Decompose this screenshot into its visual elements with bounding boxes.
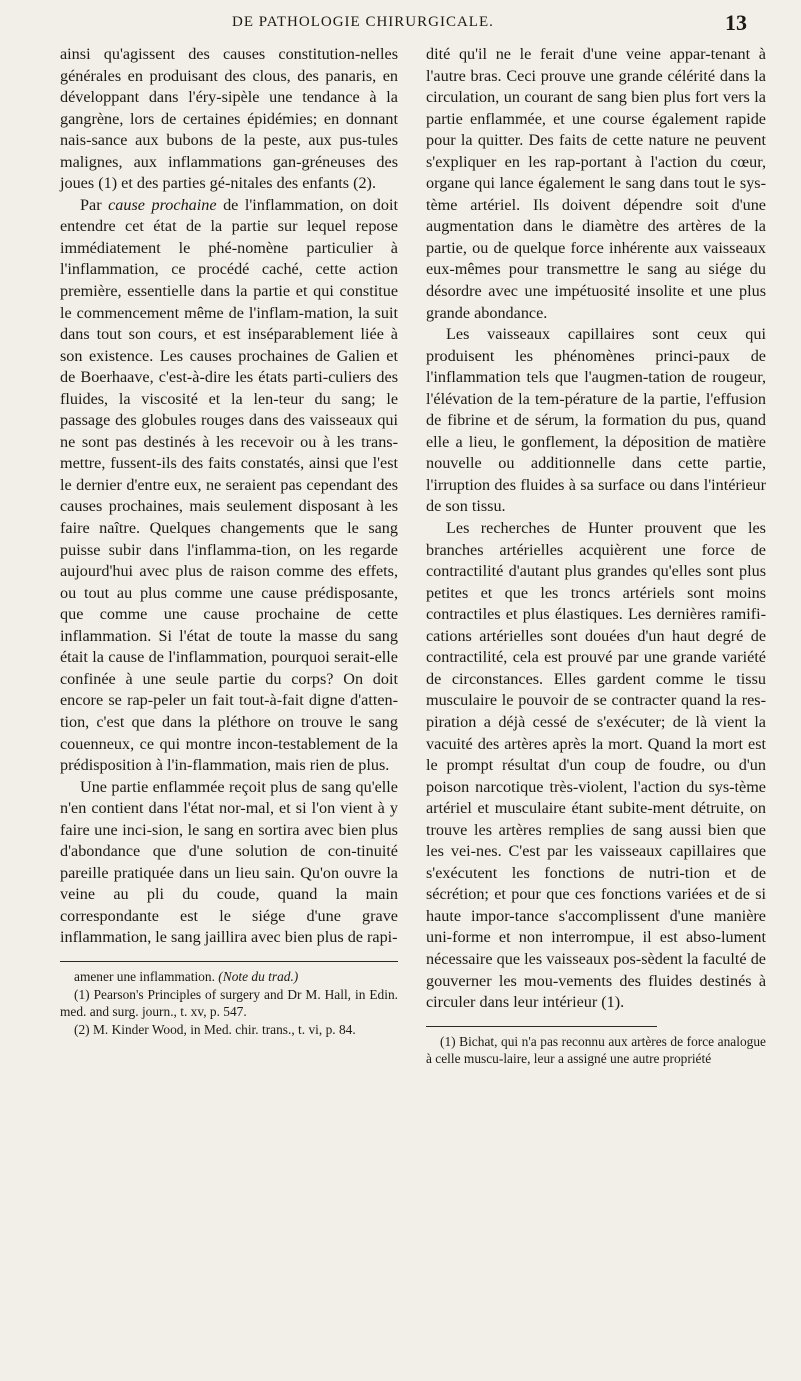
left-paragraph-3: Une partie enflammée reçoit plus de sang qu'elle n'en contient dans l'état nor-mal, et si l'on vient à y faire une inci-sion, le sang en sortira avec bien plus d'abondance que d'une solution de con-tinuité pareille pratiquée dans un lieu sain. Qu'on ouvre la veine au pli du coude, quand la main correspondante est le siége d'une grave inflammation, le sang jaillira avec bien plus de rapi-	[60, 777, 398, 947]
page-number: 13	[725, 10, 747, 35]
right-paragraph-3: Les recherches de Hunter prouvent que les branches artérielles acquièrent une force de contractilité d'autant plus grandes qu'elles sont plus petites et que les troncs artériels sont moins contractiles et plus élastiques. Les dernières ramifi-cations artérielles sont douées d'un haut degré de contractilité, cela est prouvé par une grande variété de circonstances. Elles gardent comme le tissu musculaire le pouvoir de se contracter quand la res-piration a déjà cessé de s'exécuter; de là vient la vacuité des artères après la mort. Quand la mort est le prompt résultat d'un coup de foudre, ou d'un poison narcotique très-violent, l'action du sys-tème artériel et musculaire étant subite-ment détruite, on trouve les artères remplies de sang aussi bien que les vei-nes. C'est par les vaisseaux capillaires que s'exécutent les fonctions de nutri-tion et de sécrétion; et pour que ces fonctions variées et de si haute impor-tance s'accomplissent d'une manière uni-forme et non interrompue, il est abso-lument nécessaire que les vaisseaux pos-sèdent la faculté de gouverner les mou-vements des fluides destinés à circuler dans leur intérieur (1).	[426, 519, 766, 1012]
translator-note: (Note du trad.)	[218, 968, 299, 984]
running-title: DE PATHOLOGIE CHIRURGICALE.	[232, 14, 494, 30]
right-footnotes	[426, 1033, 766, 1068]
footnote-1: (1) Bichat, qui n'a pas reconnu aux artères de force analogue à celle muscu-laire, leur a assigné une autre propriété	[426, 1033, 766, 1067]
left-paragraph-1: ainsi qu'agissent des causes constitution-nelles générales en produisant des clous, des panaris, en développant dans l'éry-sipèle une tendance à la gangrène, lors de certaines épidémies; en donnant nais-sance aux bubons de la peste, aux pus-tules malignes, aux inflammations gan-gréneuses des joues (1) et des parties gé-nitales des enfants (2).	[60, 45, 398, 193]
paragraph-body: de l'inflammation, on doit entendre cet état de la partie sur lequel repose immédiatement le phé-nomène particulier à l'inflammation, ce procédé caché, cette action première, essentielle dans la partie et qui constitue le commencement même de l'inflam-mation, la suit dans tout son cours, et est inséparablement liée à son existence. Les causes prochaines de Galien et de Boerhaave, c'est-à-dire les états parti-culiers des fluides, la viscosité et la len-teur du sang; le passage des globules rouges dans des vaisseaux qui ne sont pas destinés à les recevoir ou à les trans-mettre, fussent-ils des faits constatés, ainsi que l'est le dernier d'entre eux, ne seraient pas cependant des causes prochaines, mais seulement disposant à les faire naître. Quelques changements que le sang puisse subir dans l'inflamma-tion, on les regarde aujourd'hui avec plus de raison comme des effets, ou tout au plus comme une cause prédisposante, que comme une cause prochaine de cette inflammation. Si l'état de toute la masse du sang était la cause de l'inflammation, pourquoi serait-elle confinée à une seule partie du corps? On doit encore se rap-peler un fait tout-à-fait digne d'atten-tion, c'est que dans la pléthore on trouve le sang couenneux, ce qui montre incon-testablement de la prédisposition à l'in-flammation, mais rien de plus.	[60, 195, 398, 775]
footnote-2: (2) M. Kinder Wood, in Med. chir. trans., t. vi, p. 84.	[74, 1021, 356, 1037]
right-paragraph-1: dité qu'il ne le ferait d'une veine appar-tenant à l'autre bras. Ceci prouve une grande célérité dans la circulation, un courant de sang bien plus fort vers la partie enflammée, et une course également rapide pour la quitter. Des faits de cette nature ne peuvent s'expliquer en les rap-portant à l'action du cœur, organe qui lance également le sang dans tout le sys-tème artériel. Ils doivent dépendre soit d'une augmentation dans le diamètre des artères de la partie, ou de quelque force inhérente aux vaisseaux eux-mêmes pour transmettre le sang au siége du désordre avec une impétuosité insolite et une plus grande abondance.	[426, 45, 766, 322]
left-paragraph-2	[60, 195, 398, 777]
right-paragraph-2: Les vaisseaux capillaires sont ceux qui produisent les phénomènes princi-paux de l'inflammation tels que l'augmen-tation de rougeur, l'élévation de la tem-pérature de la partie, l'effusion de fibrine et de sérum, la formation du pus, quand elle a lieu, le gonflement, la déposition de matière nouvelle ou additionnelle dans cette partie, l'irruption des fluides à sa surface ou dans l'intérieur de son tissu.	[426, 325, 766, 516]
footnote-divider	[426, 1026, 657, 1027]
paragraph-lead-word: Par	[80, 195, 102, 214]
term-cause-prochaine: cause prochaine	[108, 195, 217, 214]
left-footnotes	[60, 968, 398, 1038]
left-column	[60, 44, 398, 1038]
footnote-1: (1) Pearson's Principles of surgery and Dr M. Hall, in Edin. med. and surg. journ., t. xv, p. 547.	[60, 986, 398, 1020]
page-header	[0, 10, 801, 38]
right-column	[426, 44, 766, 1068]
footnote-continuation: amener une inflammation. (Note du trad.)	[74, 968, 299, 984]
footnote-divider	[60, 961, 398, 962]
